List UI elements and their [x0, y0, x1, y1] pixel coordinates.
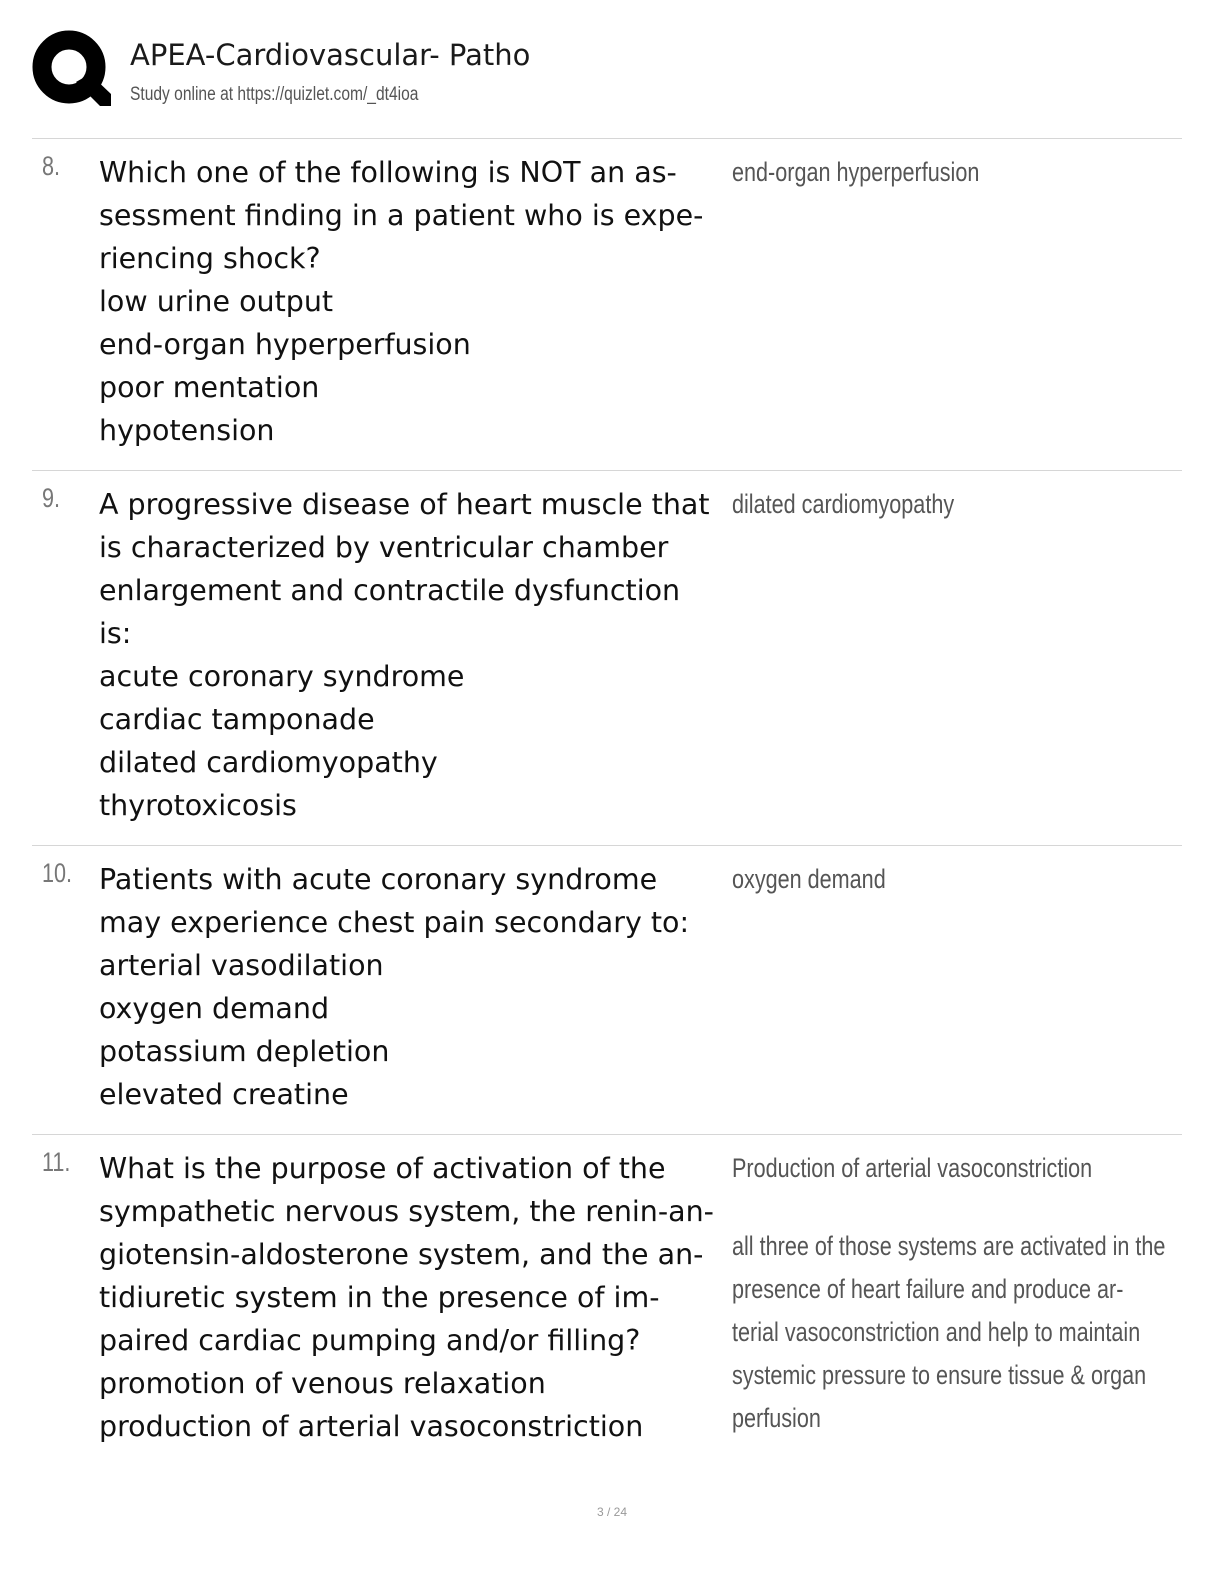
- question-line: riencing shock?: [99, 242, 321, 275]
- header: [32, 30, 1182, 120]
- option-line: potassium depletion: [99, 1035, 390, 1068]
- question-line: sessment finding in a patient who is expe-: [99, 199, 704, 232]
- question-line: is characterized by ventricular chamber: [99, 531, 669, 564]
- answer-line: Production of arterial vasoconstriction: [732, 1153, 1093, 1183]
- option-line: dilated cardiomyopathy: [99, 746, 438, 779]
- answer-line: dilated cardiomyopathy: [732, 489, 955, 519]
- page-number: 3 / 24: [596, 1505, 628, 1519]
- option-line: end-organ hyperperfusion: [99, 328, 471, 361]
- explanation-line: systemic pressure to ensure tissue & organ: [732, 1360, 1147, 1390]
- document-title: APEA-Cardiovascular- Patho: [130, 38, 531, 72]
- divider: [32, 1134, 1182, 1135]
- question-text: [99, 151, 729, 452]
- answer-line: oxygen demand: [732, 864, 886, 894]
- question-line: Patients with acute coronary syndrome: [99, 863, 658, 896]
- explanation-line: all three of those systems are activated in the: [732, 1231, 1166, 1261]
- divider: [32, 138, 1182, 139]
- divider: [32, 845, 1182, 846]
- explanation-line: perfusion: [732, 1403, 821, 1433]
- option-line: thyrotoxicosis: [99, 789, 297, 822]
- question-line: Which one of the following is NOT an as-: [99, 156, 677, 189]
- option-line: arterial vasodilation: [99, 949, 384, 982]
- explanation-line: presence of heart failure and produce ar-: [732, 1274, 1124, 1304]
- answer-text: [732, 151, 1180, 194]
- divider: [32, 470, 1182, 471]
- question-line: giotensin-aldosterone system, and the an-: [99, 1238, 704, 1271]
- study-online-link[interactable]: Study online at https://quizlet.com/_dt4ioa: [130, 84, 419, 105]
- option-line: elevated creatine: [99, 1078, 349, 1111]
- question-text: [99, 858, 729, 1116]
- question-text: [99, 1147, 729, 1448]
- option-line: promotion of venous relaxation: [99, 1367, 546, 1400]
- option-line: low urine output: [99, 285, 334, 318]
- answer-text: [732, 858, 1180, 901]
- card-number: 10.: [42, 858, 73, 888]
- option-line: hypotension: [99, 414, 275, 447]
- answer-text: [732, 1147, 1180, 1440]
- explanation-line: terial vasoconstriction and help to maintain: [732, 1317, 1141, 1347]
- question-line: is:: [99, 617, 132, 650]
- option-line: poor mentation: [99, 371, 320, 404]
- answer-line: end-organ hyperperfusion: [732, 157, 980, 187]
- option-line: acute coronary syndrome: [99, 660, 465, 693]
- question-line: sympathetic nervous system, the renin-an-: [99, 1195, 714, 1228]
- question-text: [99, 483, 729, 827]
- answer-text: [732, 483, 1180, 526]
- question-line: may experience chest pain secondary to:: [99, 906, 690, 939]
- quizlet-logo-icon: [32, 30, 112, 110]
- card-number: 9.: [42, 483, 61, 513]
- question-line: paired cardiac pumping and/or filling?: [99, 1324, 641, 1357]
- explanation: [732, 1225, 1180, 1440]
- option-line: production of arterial vasoconstriction: [99, 1410, 644, 1443]
- question-line: A progressive disease of heart muscle that: [99, 488, 710, 521]
- card-number: 11.: [42, 1147, 71, 1177]
- card-number: 8.: [42, 151, 61, 181]
- question-line: What is the purpose of activation of the: [99, 1152, 666, 1185]
- question-line: enlargement and contractile dysfunction: [99, 574, 681, 607]
- option-line: oxygen demand: [99, 992, 330, 1025]
- question-line: tidiuretic system in the presence of im-: [99, 1281, 660, 1314]
- option-line: cardiac tamponade: [99, 703, 375, 736]
